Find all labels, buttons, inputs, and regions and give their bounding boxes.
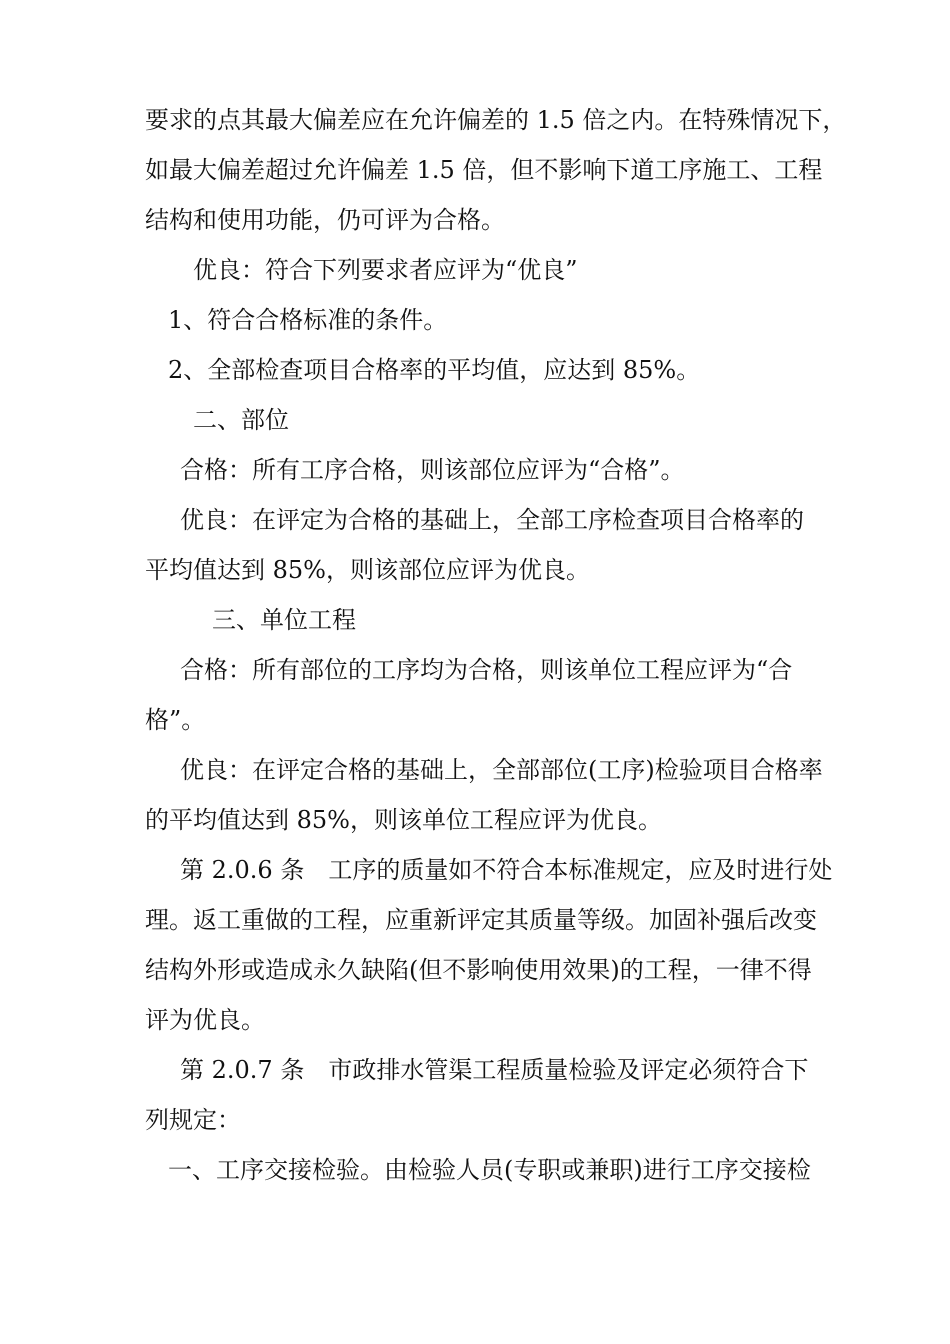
text-line: 格”。 xyxy=(145,706,206,734)
text-line: 第 2.0.6 条 工序的质量如不符合本标准规定，应及时进行处 xyxy=(180,856,833,884)
text-line: 的平均值达到 85%，则该单位工程应评为优良。 xyxy=(145,806,662,834)
section-heading: 二、部位 xyxy=(193,406,289,434)
text-line: 结构和使用功能，仍可评为合格。 xyxy=(145,206,505,234)
text-line: 一、工序交接检验。由检验人员(专职或兼职)进行工序交接检 xyxy=(168,1156,811,1184)
text-line: 要求的点其最大偏差应在允许偏差的 1.5 倍之内。在特殊情况下， xyxy=(145,106,847,134)
text-line: 评为优良。 xyxy=(145,1006,265,1034)
text-line: 结构外形或造成永久缺陷(但不影响使用效果)的工程，一律不得 xyxy=(145,956,812,984)
text-line: 优良：在评定合格的基础上，全部部位(工序)检验项目合格率 xyxy=(180,756,823,784)
text-line: 平均值达到 85%，则该部位应评为优良。 xyxy=(145,556,590,584)
text-line: 合格：所有部位的工序均为合格，则该单位工程应评为“合 xyxy=(180,656,793,684)
text-line: 2、全部检查项目合格率的平均值，应达到 85%。 xyxy=(168,356,701,384)
text-line: 优良：在评定为合格的基础上，全部工序检查项目合格率的 xyxy=(180,506,804,534)
text-line: 理。返工重做的工程，应重新评定其质量等级。加固补强后改变 xyxy=(145,906,817,934)
text-line: 合格：所有工序合格，则该部位应评为“合格”。 xyxy=(180,456,685,484)
text-line: 第 2.0.7 条 市政排水管渠工程质量检验及评定必须符合下 xyxy=(180,1056,809,1084)
text-line: 列规定： xyxy=(145,1106,241,1134)
text-line: 优良：符合下列要求者应评为“优良” xyxy=(193,256,578,284)
text-line: 1、符合合格标准的条件。 xyxy=(168,306,448,334)
section-heading: 三、单位工程 xyxy=(212,606,356,634)
text-line: 如最大偏差超过允许偏差 1.5 倍，但不影响下道工序施工、工程 xyxy=(145,156,823,184)
